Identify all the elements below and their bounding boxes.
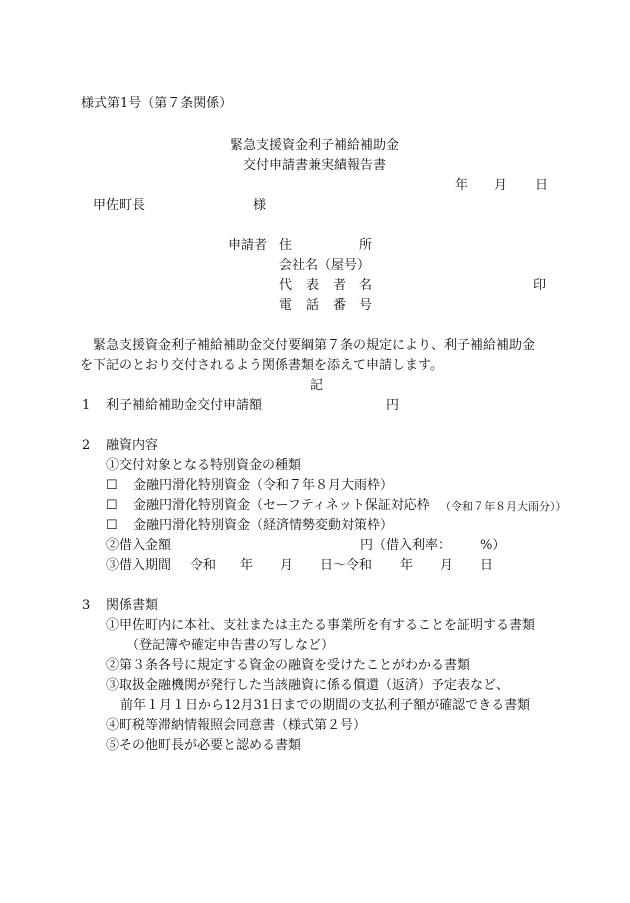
addressee-honorific: 様 [253, 198, 267, 213]
checkbox-icon[interactable]: ☐ [106, 518, 118, 533]
document-item: （登記簿や確定申告書の写しなど） [126, 638, 335, 653]
option-label: 金融円滑化特別資金（経済情勢変動対策枠） [133, 518, 394, 533]
applicant-tel-2: 話 [306, 298, 320, 313]
section2-item2-pct: %） [480, 538, 506, 553]
period-year1: 年 [240, 558, 254, 573]
period-year2: 年 [400, 558, 414, 573]
applicant-address-2: 所 [359, 238, 373, 253]
section2-item1-title: ①交付対象となる特別資金の種類 [106, 458, 302, 473]
body-line2: を下記のとおり交付されるよう関係書類を添えて申請します。 [80, 358, 443, 373]
applicant-rep-3: 者 [333, 278, 347, 293]
applicant-company: 会社名（屋号） [279, 258, 371, 273]
applicant-tel-4: 号 [359, 298, 373, 313]
document-item: ①甲佐町内に本社、支社または主たる事業所を有することを証明する書類 [106, 618, 536, 633]
applicant-rep-4: 名 [359, 278, 373, 293]
checkbox-icon[interactable]: ☐ [106, 498, 118, 513]
option-note: （令和７年８月大雨分）） [440, 500, 567, 513]
date-month: 月 [494, 178, 508, 193]
section1-unit: 円 [386, 398, 400, 413]
document-item: ②第３条各号に規定する資金の融資を受けたことがわかる書類 [106, 658, 471, 673]
applicant-tel-1: 電 [279, 298, 293, 313]
section2-title: 融資内容 [106, 438, 159, 453]
section2-number: 2 [82, 438, 91, 453]
section2-item2-label: ②借入金額 [106, 538, 172, 553]
applicant-label: 申請者 [228, 238, 268, 253]
option-label: 金融円滑化特別資金（令和７年８月大雨枠） [133, 478, 394, 493]
title-line2: 交付申請書兼実績報告書 [243, 158, 387, 173]
applicant-rep-1: 代 [279, 278, 293, 293]
period-day2: 日 [480, 558, 494, 573]
section3-number: 3 [82, 598, 91, 613]
applicant-address-1: 住 [279, 238, 293, 253]
period-era1: 令和 [190, 558, 217, 573]
option-label: 金融円滑化特別資金（セーフティネット保証対応枠 [133, 498, 430, 513]
document-item: ④町税等滞納情報照会同意書（様式第２号） [106, 718, 367, 733]
form-number: 様式第1号（第７条関係） [81, 96, 233, 111]
section2-item3-label: ③借入期間 [106, 558, 172, 573]
applicant-rep-2: 表 [306, 278, 320, 293]
date-day: 日 [535, 178, 549, 193]
applicant-tel-3: 番 [333, 298, 347, 313]
title-line1: 緊急支援資金利子補給補助金 [230, 138, 400, 153]
checkbox-icon[interactable]: ☐ [106, 478, 118, 493]
section1-number: 1 [82, 398, 91, 413]
date-year: 年 [455, 178, 469, 193]
ki-label: 記 [310, 378, 324, 393]
addressee-name: 甲佐町長 [93, 198, 146, 213]
document-item: ⑤その他町長が必要と認める書類 [106, 738, 302, 753]
body-line1: 緊急支援資金利子補給補助金交付要綱第７条の規定により、利子補給補助金 [93, 338, 536, 353]
period-month1: 月 [280, 558, 294, 573]
section1-label: 利子補給補助金交付申請額 [106, 398, 263, 413]
section2-item2-unit: 円（借入利率： [360, 538, 452, 553]
period-day1: 日～令和 [320, 558, 373, 573]
section3-title: 関係書類 [106, 598, 159, 613]
document-item: 前年１月１日から12月31日までの期間の支払利子額が確認できる書類 [120, 698, 531, 713]
period-month2: 月 [440, 558, 454, 573]
applicant-seal: 印 [533, 278, 547, 293]
document-item: ③取扱金融機関が発行した当該融資に係る償還（返済）予定表など、 [106, 678, 510, 693]
